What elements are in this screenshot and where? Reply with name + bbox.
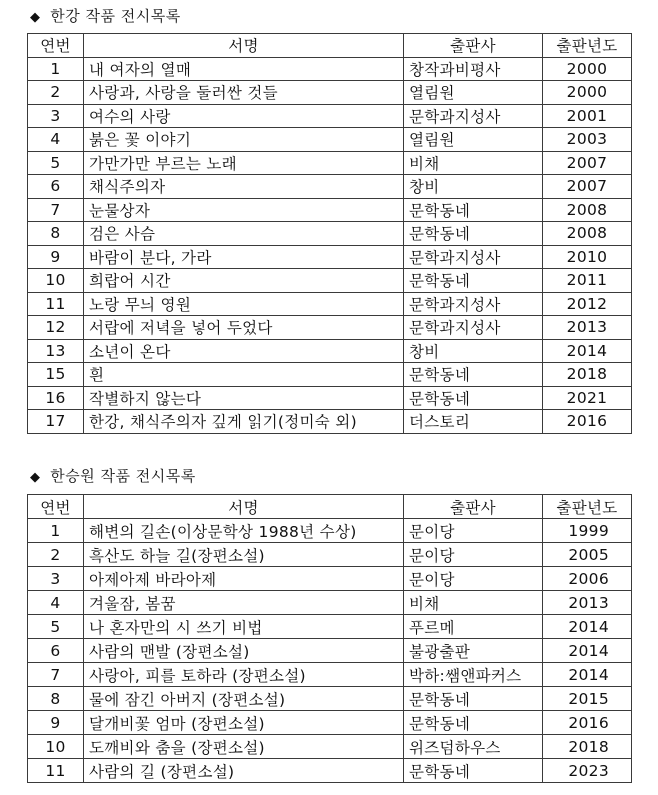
cell-publisher: 문학동네 (404, 759, 543, 783)
cell-num: 1 (28, 57, 84, 81)
cell-publisher: 불광출판 (404, 639, 543, 663)
cell-year: 2006 (543, 567, 632, 591)
cell-title: 해변의 길손(이상문학상 1988년 수상) (84, 519, 404, 543)
header-title: 서명 (84, 34, 404, 58)
cell-year: 2021 (543, 386, 632, 410)
cell-publisher: 문학동네 (404, 687, 543, 711)
cell-num: 16 (28, 386, 84, 410)
cell-title: 작별하지 않는다 (84, 386, 404, 410)
cell-title: 사랑과, 사랑을 둘러싼 것들 (84, 81, 404, 105)
cell-title: 여수의 사랑 (84, 104, 404, 128)
cell-num: 7 (28, 198, 84, 222)
table-row (28, 175, 632, 199)
table-row (28, 591, 632, 615)
diamond-bullet-icon: ◆ (30, 470, 41, 485)
table-row (28, 151, 632, 175)
cell-title: 채식주의자 (84, 175, 404, 199)
cell-publisher: 문학과지성사 (404, 245, 543, 269)
table-header-row (28, 495, 632, 519)
table-row (28, 245, 632, 269)
cell-title: 달개비꽃 엄마 (장편소설) (84, 711, 404, 735)
header-title: 서명 (84, 495, 404, 519)
cell-num: 5 (28, 151, 84, 175)
cell-year: 2016 (543, 410, 632, 434)
cell-year: 2014 (543, 639, 632, 663)
table-row (28, 386, 632, 410)
table-row (28, 339, 632, 363)
header-year: 출판년도 (543, 495, 632, 519)
header-num: 연번 (28, 495, 84, 519)
table-row (28, 687, 632, 711)
cell-title: 물에 잠긴 아버지 (장편소설) (84, 687, 404, 711)
cell-title: 노랑 무늬 영원 (84, 292, 404, 316)
cell-publisher: 푸르메 (404, 615, 543, 639)
table-row (28, 711, 632, 735)
cell-num: 2 (28, 543, 84, 567)
header-num: 연번 (28, 34, 84, 58)
cell-year: 2014 (543, 615, 632, 639)
table-row (28, 759, 632, 783)
cell-title: 희랍어 시간 (84, 269, 404, 293)
cell-publisher: 문학동네 (404, 711, 543, 735)
cell-num: 15 (28, 363, 84, 387)
cell-title: 가만가만 부르는 노래 (84, 151, 404, 175)
cell-title: 한강, 채식주의자 깊게 읽기(정미숙 외) (84, 410, 404, 434)
cell-num: 3 (28, 104, 84, 128)
cell-year: 2014 (543, 663, 632, 687)
cell-title: 나 혼자만의 시 쓰기 비법 (84, 615, 404, 639)
cell-num: 10 (28, 269, 84, 293)
cell-year: 2014 (543, 339, 632, 363)
cell-num: 13 (28, 339, 84, 363)
table-row (28, 57, 632, 81)
cell-title: 서랍에 저녁을 넣어 두었다 (84, 316, 404, 340)
cell-publisher: 문이당 (404, 543, 543, 567)
cell-year: 2000 (543, 57, 632, 81)
table-row (28, 735, 632, 759)
cell-num: 8 (28, 222, 84, 246)
cell-publisher: 위즈덤하우스 (404, 735, 543, 759)
cell-publisher: 문학동네 (404, 269, 543, 293)
han-seungwon-catalog-table (27, 494, 632, 783)
cell-publisher: 문학동네 (404, 198, 543, 222)
cell-year: 2018 (543, 363, 632, 387)
cell-year: 2013 (543, 591, 632, 615)
table-body (28, 57, 632, 433)
table-row (28, 104, 632, 128)
cell-num: 8 (28, 687, 84, 711)
cell-publisher: 문학과지성사 (404, 292, 543, 316)
cell-num: 5 (28, 615, 84, 639)
header-publisher: 출판사 (404, 495, 543, 519)
section1-title: 한강 작품 전시목록 (50, 7, 181, 25)
cell-publisher: 비채 (404, 151, 543, 175)
cell-publisher: 창비 (404, 339, 543, 363)
cell-num: 12 (28, 316, 84, 340)
cell-year: 2001 (543, 104, 632, 128)
table-row (28, 128, 632, 152)
cell-num: 6 (28, 175, 84, 199)
cell-year: 2000 (543, 81, 632, 105)
diamond-bullet-icon: ◆ (30, 10, 41, 25)
cell-year: 2005 (543, 543, 632, 567)
table-row (28, 519, 632, 543)
cell-year: 2015 (543, 687, 632, 711)
header-publisher: 출판사 (404, 34, 543, 58)
cell-year: 2013 (543, 316, 632, 340)
cell-year: 2008 (543, 198, 632, 222)
cell-title: 사람의 맨발 (장편소설) (84, 639, 404, 663)
table-header-row (28, 34, 632, 58)
cell-year: 2010 (543, 245, 632, 269)
cell-year: 2011 (543, 269, 632, 293)
cell-publisher: 문이당 (404, 519, 543, 543)
cell-year: 2023 (543, 759, 632, 783)
table-row (28, 269, 632, 293)
han-kang-catalog-table (27, 33, 632, 434)
table-row (28, 410, 632, 434)
cell-publisher: 문학동네 (404, 363, 543, 387)
table-row (28, 316, 632, 340)
cell-title: 아제아제 바라아제 (84, 567, 404, 591)
cell-year: 2008 (543, 222, 632, 246)
cell-num: 3 (28, 567, 84, 591)
cell-publisher: 문학과지성사 (404, 316, 543, 340)
cell-year: 2007 (543, 151, 632, 175)
cell-publisher: 박하:쌤앤파커스 (404, 663, 543, 687)
cell-num: 7 (28, 663, 84, 687)
cell-publisher: 더스토리 (404, 410, 543, 434)
section1-heading (30, 6, 181, 28)
cell-num: 9 (28, 245, 84, 269)
table-row (28, 639, 632, 663)
cell-year: 2003 (543, 128, 632, 152)
cell-publisher: 창비 (404, 175, 543, 199)
cell-num: 11 (28, 759, 84, 783)
cell-publisher: 문이당 (404, 567, 543, 591)
table-row (28, 198, 632, 222)
cell-num: 6 (28, 639, 84, 663)
cell-publisher: 문학동네 (404, 386, 543, 410)
cell-publisher: 문학과지성사 (404, 104, 543, 128)
cell-year: 1999 (543, 519, 632, 543)
cell-num: 9 (28, 711, 84, 735)
cell-num: 4 (28, 591, 84, 615)
cell-publisher: 열림원 (404, 81, 543, 105)
cell-year: 2016 (543, 711, 632, 735)
section2-heading (30, 466, 196, 488)
table-row (28, 567, 632, 591)
table-row (28, 663, 632, 687)
cell-year: 2012 (543, 292, 632, 316)
cell-title: 사람의 길 (장편소설) (84, 759, 404, 783)
cell-title: 눈물상자 (84, 198, 404, 222)
cell-publisher: 창작과비평사 (404, 57, 543, 81)
cell-publisher: 문학동네 (404, 222, 543, 246)
table-row (28, 363, 632, 387)
table-body (28, 519, 632, 783)
table-row (28, 615, 632, 639)
header-year: 출판년도 (543, 34, 632, 58)
cell-title: 도깨비와 춤을 (장편소설) (84, 735, 404, 759)
cell-publisher: 열림원 (404, 128, 543, 152)
cell-year: 2018 (543, 735, 632, 759)
cell-title: 겨울잠, 봄꿈 (84, 591, 404, 615)
table-row (28, 543, 632, 567)
cell-title: 바람이 분다, 가라 (84, 245, 404, 269)
table-row (28, 222, 632, 246)
cell-title: 붉은 꽃 이야기 (84, 128, 404, 152)
cell-num: 4 (28, 128, 84, 152)
cell-year: 2007 (543, 175, 632, 199)
cell-publisher: 비채 (404, 591, 543, 615)
cell-title: 사랑아, 피를 토하라 (장편소설) (84, 663, 404, 687)
cell-title: 검은 사슴 (84, 222, 404, 246)
cell-title: 소년이 온다 (84, 339, 404, 363)
cell-num: 10 (28, 735, 84, 759)
table-row (28, 81, 632, 105)
table-row (28, 292, 632, 316)
cell-title: 흑산도 하늘 길(장편소설) (84, 543, 404, 567)
cell-title: 내 여자의 열매 (84, 57, 404, 81)
cell-num: 11 (28, 292, 84, 316)
cell-num: 17 (28, 410, 84, 434)
section2-title: 한승원 작품 전시목록 (50, 467, 196, 485)
cell-num: 2 (28, 81, 84, 105)
cell-num: 1 (28, 519, 84, 543)
cell-title: 흰 (84, 363, 404, 387)
